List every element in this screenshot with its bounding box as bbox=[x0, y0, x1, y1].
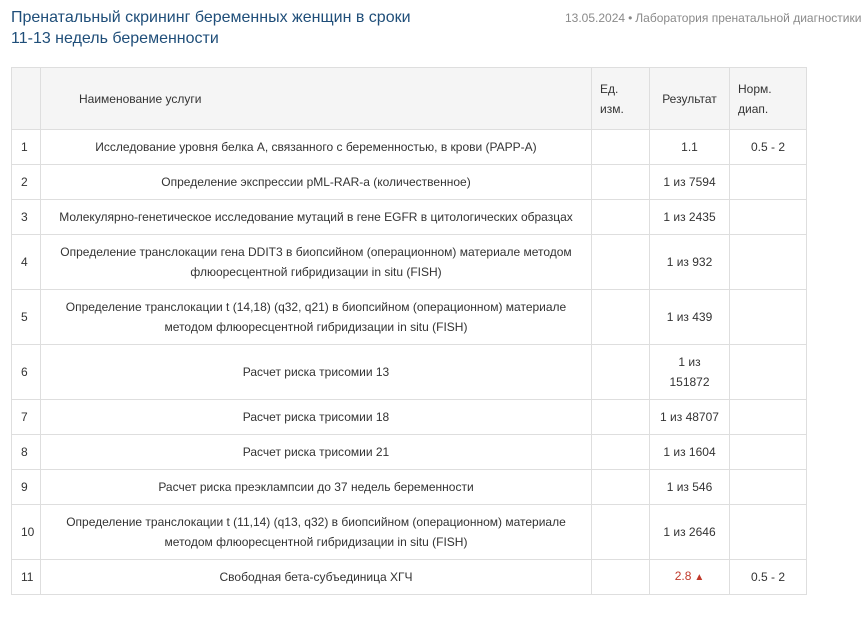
result-value: 1 из 439 bbox=[650, 290, 730, 345]
row-number: 4 bbox=[12, 235, 41, 290]
unit-cell bbox=[592, 400, 650, 435]
unit-cell bbox=[592, 505, 650, 560]
table-row bbox=[12, 165, 807, 200]
report-meta bbox=[565, 11, 861, 26]
result-value bbox=[650, 560, 730, 595]
result-value: 1.1 bbox=[650, 130, 730, 165]
reference-range: 0.5 - 2 bbox=[730, 560, 807, 595]
reference-range bbox=[730, 165, 807, 200]
result-value: 1 из 1604 bbox=[650, 435, 730, 470]
table-row bbox=[12, 200, 807, 235]
row-number: 11 bbox=[12, 560, 41, 595]
service-name: Расчет риска преэклампсии до 37 недель беременности bbox=[41, 470, 592, 505]
row-number: 9 bbox=[12, 470, 41, 505]
unit-cell bbox=[592, 200, 650, 235]
service-name: Молекулярно-генетическое исследование мутаций в гене EGFR в цитологических образцах bbox=[41, 200, 592, 235]
lab-name: Лаборатория пренатальной диагностики bbox=[635, 11, 861, 25]
reference-range: 0.5 - 2 bbox=[730, 130, 807, 165]
result-value: 1 из 7594 bbox=[650, 165, 730, 200]
col-header-num bbox=[12, 68, 41, 130]
results-table-body bbox=[12, 130, 807, 595]
col-header-range: Норм. диап. bbox=[730, 68, 807, 130]
unit-cell bbox=[592, 345, 650, 400]
table-row bbox=[12, 505, 807, 560]
service-name: Исследование уровня белка А, связанного с беременностью, в крови (PAPP-A) bbox=[41, 130, 592, 165]
table-row bbox=[12, 470, 807, 505]
table-row bbox=[12, 130, 807, 165]
unit-cell bbox=[592, 470, 650, 505]
service-name: Расчет риска трисомии 13 bbox=[41, 345, 592, 400]
service-name: Определение транслокации t (11,14) (q13, q32) в биопсийном (операционном) материале методом флюоресцентной гибридизации in situ (FISH) bbox=[41, 505, 592, 560]
row-number: 10 bbox=[12, 505, 41, 560]
table-row bbox=[12, 345, 807, 400]
service-name: Определение экспрессии pML-RAR-a (количественное) bbox=[41, 165, 592, 200]
reference-range bbox=[730, 470, 807, 505]
unit-cell bbox=[592, 235, 650, 290]
col-header-name: Наименование услуги bbox=[41, 68, 592, 130]
result-value: 1 из 151872 bbox=[650, 345, 730, 400]
unit-cell bbox=[592, 290, 650, 345]
header-row bbox=[12, 68, 807, 130]
reference-range bbox=[730, 400, 807, 435]
reference-range bbox=[730, 200, 807, 235]
result-value: 1 из 546 bbox=[650, 470, 730, 505]
meta-separator: • bbox=[628, 11, 633, 25]
reference-range bbox=[730, 345, 807, 400]
report-header bbox=[11, 0, 861, 60]
service-name: Свободная бета-субъединица ХГЧ bbox=[41, 560, 592, 595]
result-value-abnormal: 2.8 bbox=[674, 569, 692, 583]
row-number: 1 bbox=[12, 130, 41, 165]
col-header-unit: Ед. изм. bbox=[592, 68, 650, 130]
unit-cell bbox=[592, 560, 650, 595]
reference-range bbox=[730, 235, 807, 290]
unit-cell bbox=[592, 130, 650, 165]
unit-cell bbox=[592, 435, 650, 470]
row-number: 6 bbox=[12, 345, 41, 400]
table-row bbox=[12, 400, 807, 435]
page-title: Пренатальный скрининг беременных женщин в сроки 11-13 недель беременности bbox=[11, 9, 411, 47]
row-number: 3 bbox=[12, 200, 41, 235]
result-value: 1 из 2435 bbox=[650, 200, 730, 235]
table-row bbox=[12, 235, 807, 290]
table-row bbox=[12, 290, 807, 345]
row-number: 2 bbox=[12, 165, 41, 200]
row-number: 7 bbox=[12, 400, 41, 435]
row-number: 5 bbox=[12, 290, 41, 345]
reference-range bbox=[730, 505, 807, 560]
service-name: Определение транслокации гена DDIT3 в биопсийном (операционном) материале методом флюоресцентной гибридизации in situ (FISH) bbox=[41, 235, 592, 290]
service-name: Расчет риска трисомии 18 bbox=[41, 400, 592, 435]
result-value: 1 из 2646 bbox=[650, 505, 730, 560]
service-name: Расчет риска трисомии 21 bbox=[41, 435, 592, 470]
col-header-result: Результат bbox=[650, 68, 730, 130]
unit-cell bbox=[592, 165, 650, 200]
result-value: 1 из 48707 bbox=[650, 400, 730, 435]
results-table bbox=[11, 67, 807, 595]
result-value: 1 из 932 bbox=[650, 235, 730, 290]
results-table-head bbox=[12, 68, 807, 130]
reference-range bbox=[730, 435, 807, 470]
reference-range bbox=[730, 290, 807, 345]
table-row bbox=[12, 560, 807, 595]
row-number: 8 bbox=[12, 435, 41, 470]
table-row bbox=[12, 435, 807, 470]
arrow-up-icon: ▲ bbox=[694, 572, 705, 583]
service-name: Определение транслокации t (14,18) (q32, q21) в биопсийном (операционном) материале методом флюоресцентной гибридизации in situ (FISH) bbox=[41, 290, 592, 345]
report-date: 13.05.2024 bbox=[565, 11, 626, 25]
